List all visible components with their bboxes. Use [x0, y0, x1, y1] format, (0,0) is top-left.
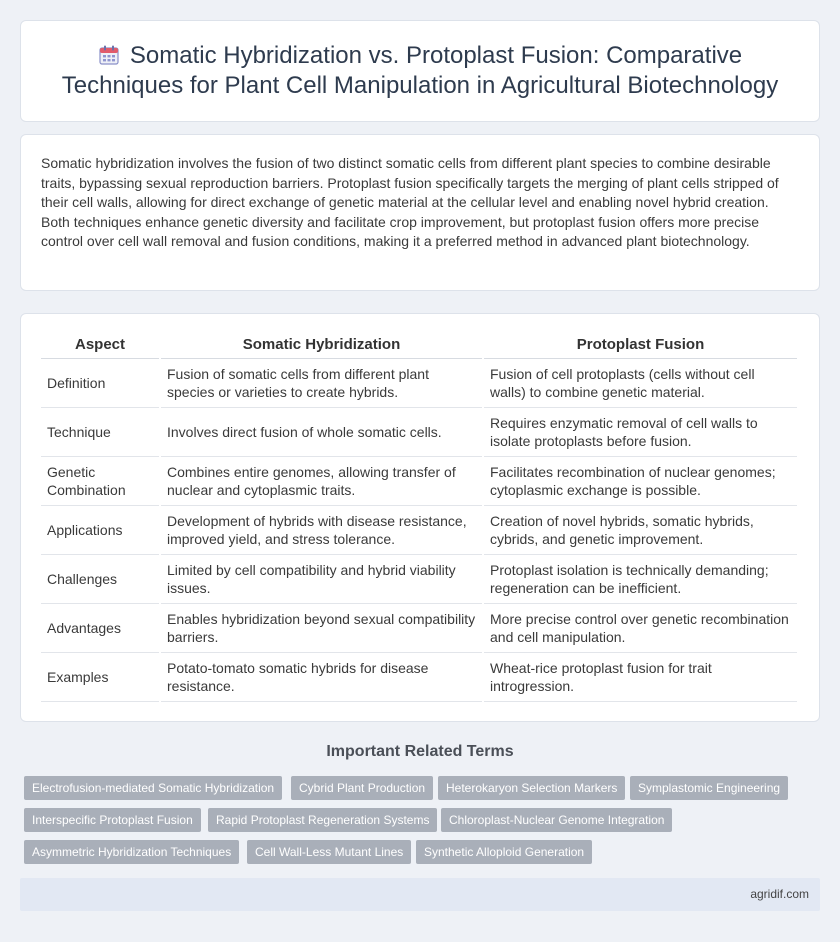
header-somatic-hybridization: Somatic Hybridization — [160, 334, 483, 358]
row-aspect: Technique — [41, 407, 160, 456]
row-aspect: Definition — [41, 358, 160, 407]
tag-chloroplast-nuclear-genome-integration[interactable]: Chloroplast-Nuclear Genome Integration — [441, 808, 672, 832]
row-somatic: Involves direct fusion of whole somatic cells. — [160, 407, 483, 456]
intro-card — [20, 134, 820, 291]
row-somatic: Development of hybrids with disease resistance, improved yield, and stress tolerance. — [160, 505, 483, 554]
tag-synthetic-alloploid-generation[interactable]: Synthetic Alloploid Generation — [416, 840, 592, 864]
row-protoplast: Fusion of cell protoplasts (cells without cell walls) to combine genetic material. — [483, 358, 797, 407]
footer — [20, 878, 820, 911]
page-title — [21, 41, 819, 101]
footer-site-link[interactable]: agridif.com — [750, 887, 809, 901]
row-aspect: Applications — [41, 505, 160, 554]
table-header-row — [41, 334, 797, 358]
row-aspect: Examples — [41, 652, 160, 701]
comparison-card — [20, 313, 820, 722]
tag-cybrid-plant-production[interactable]: Cybrid Plant Production — [291, 776, 433, 800]
row-aspect: Challenges — [41, 554, 160, 603]
row-protoplast: More precise control over genetic recombination and cell manipulation. — [483, 603, 797, 652]
row-aspect: Advantages — [41, 603, 160, 652]
tag-interspecific-protoplast-fusion[interactable]: Interspecific Protoplast Fusion — [24, 808, 201, 832]
table-row — [41, 652, 797, 701]
comparison-table — [41, 334, 797, 702]
table-row — [41, 603, 797, 652]
header-aspect: Aspect — [41, 334, 160, 358]
row-somatic: Enables hybridization beyond sexual compatibility barriers. — [160, 603, 483, 652]
tag-asymmetric-hybridization-techniques[interactable]: Asymmetric Hybridization Techniques — [24, 840, 239, 864]
row-protoplast: Wheat-rice protoplast fusion for trait introgression. — [483, 652, 797, 701]
table-row — [41, 505, 797, 554]
table-row — [41, 456, 797, 505]
row-protoplast: Protoplast isolation is technically demanding; regeneration can be inefficient. — [483, 554, 797, 603]
row-somatic: Limited by cell compatibility and hybrid viability issues. — [160, 554, 483, 603]
title-card — [20, 20, 820, 122]
row-protoplast: Facilitates recombination of nuclear genomes; cytoplasmic exchange is possible. — [483, 456, 797, 505]
page-title-text: Somatic Hybridization vs. Protoplast Fusion: Comparative Techniques for Plant Cell Manipulation in Agricultural Biotechnology — [61, 42, 779, 99]
row-somatic: Fusion of somatic cells from different plant species or varieties to create hybrids. — [160, 358, 483, 407]
row-protoplast: Creation of novel hybrids, somatic hybrids, cybrids, and genetic improvement. — [483, 505, 797, 554]
row-protoplast: Requires enzymatic removal of cell walls to isolate protoplasts before fusion. — [483, 407, 797, 456]
table-row — [41, 407, 797, 456]
intro-paragraph: Somatic hybridization involves the fusion of two distinct somatic cells from different plant species to combine desirable traits, bypassing sexual reproduction barriers. Protoplast fusion specifically targets the merging of plant cells stripped of their cell walls, allowing for direct exchange of genetic material at the cellular level and enabling novel hybrid creation. Both techniques enhance genetic diversity and facilitate crop improvement, but protoplast fusion offers more precise control over cell wall removal and fusion conditions, making it a preferred method in advanced plant biotechnology. — [41, 155, 779, 250]
tag-cell-wall-less-mutant-lines[interactable]: Cell Wall-Less Mutant Lines — [247, 840, 411, 864]
row-somatic: Potato-tomato somatic hybrids for disease resistance. — [160, 652, 483, 701]
tag-electrofusion-somatic-hybridization[interactable]: Electrofusion-mediated Somatic Hybridization — [24, 776, 282, 800]
tag-rapid-protoplast-regeneration[interactable]: Rapid Protoplast Regeneration Systems — [208, 808, 437, 832]
related-terms-title: Important Related Terms — [326, 743, 514, 760]
row-aspect: Genetic Combination — [41, 456, 160, 505]
calendar-icon — [98, 44, 120, 66]
tag-symplastomic-engineering[interactable]: Symplastomic Engineering — [630, 776, 788, 800]
tag-heterokaryon-selection-markers[interactable]: Heterokaryon Selection Markers — [438, 776, 625, 800]
header-protoplast-fusion: Protoplast Fusion — [483, 334, 797, 358]
row-somatic: Combines entire genomes, allowing transfer of nuclear and cytoplasmic traits. — [160, 456, 483, 505]
table-row — [41, 554, 797, 603]
table-row — [41, 358, 797, 407]
